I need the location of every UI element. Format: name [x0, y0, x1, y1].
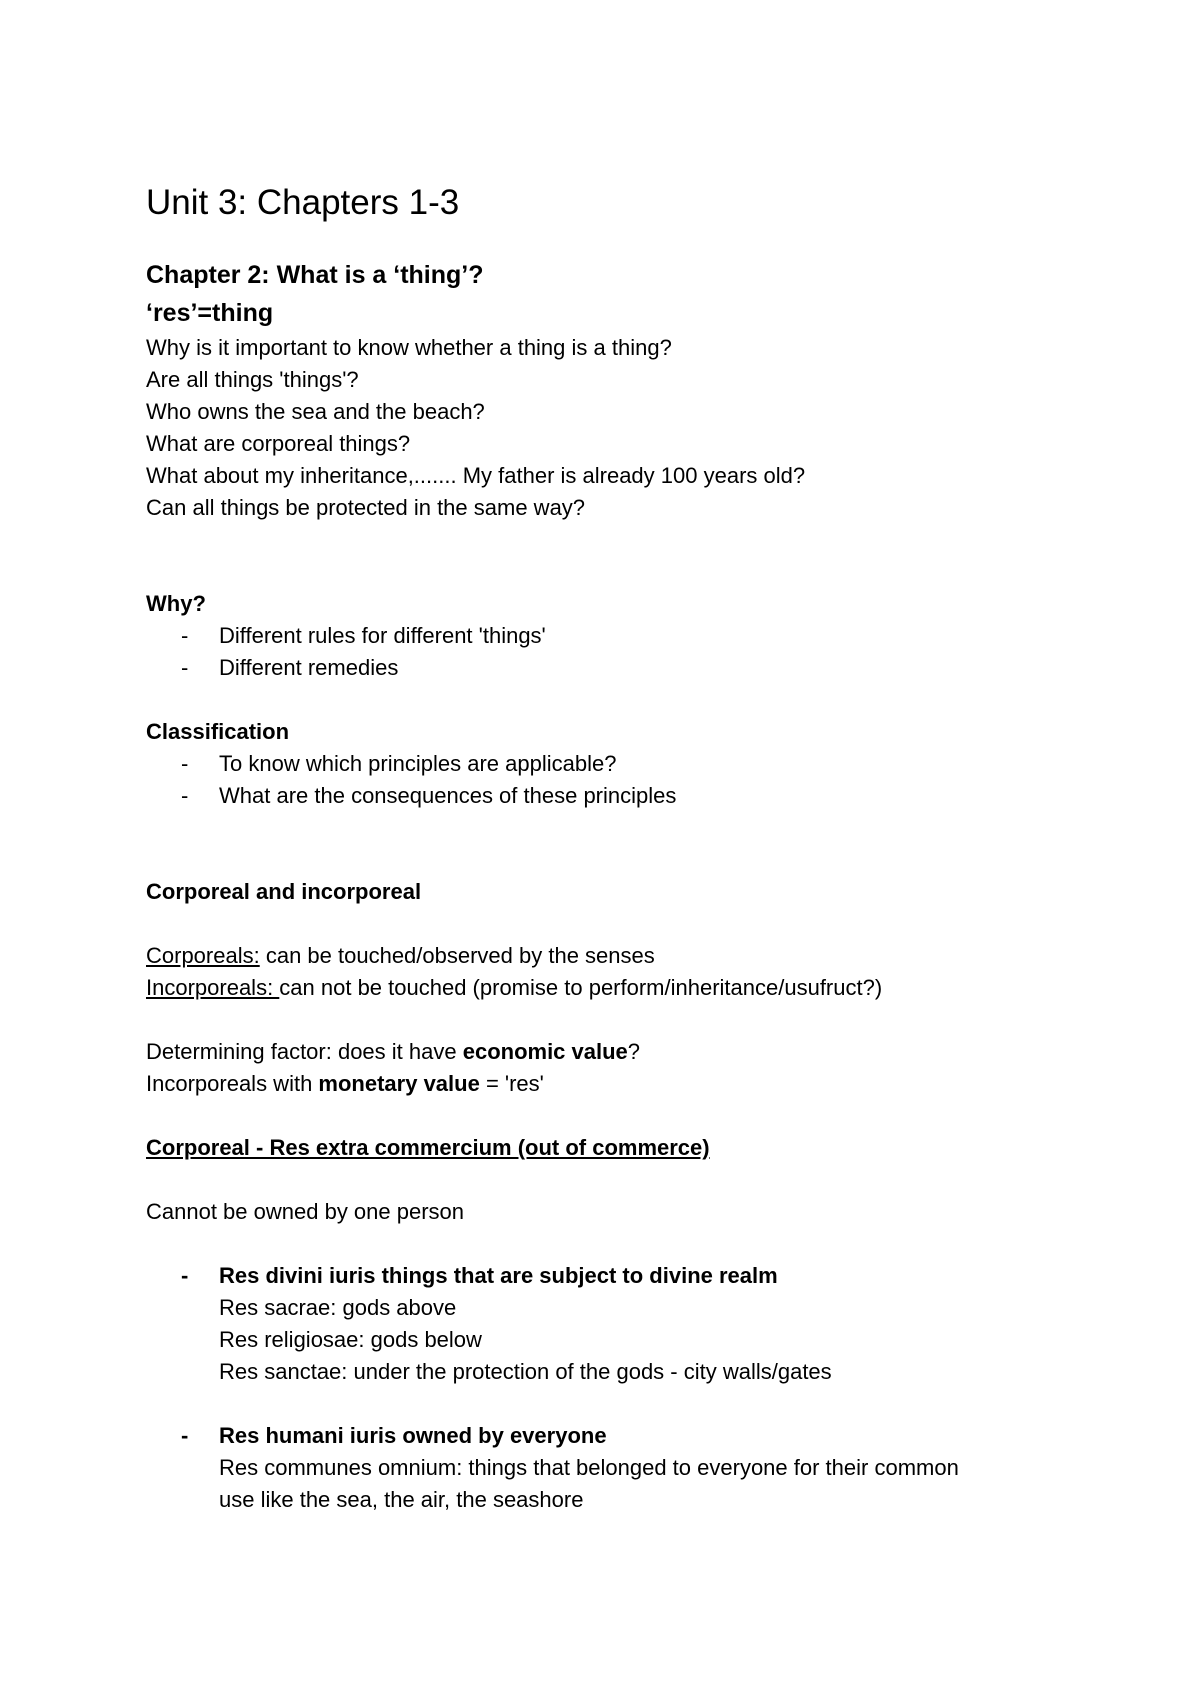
bullet-dash: - — [181, 751, 189, 776]
spacer — [146, 1228, 1086, 1260]
monetary-value-line — [146, 1068, 1086, 1100]
res-heading: ‘res’=thing — [146, 299, 274, 327]
spacer — [146, 1388, 1086, 1420]
question-line: What are corporeal things? — [146, 431, 411, 456]
incorporeals-label: Incorporeals: — [146, 975, 280, 1000]
humani-iuris-heading: Res humani iuris owned by everyone — [219, 1423, 607, 1448]
corporeals-definition — [146, 940, 1086, 972]
divini-iuris-item — [146, 1260, 1086, 1292]
question-line: Can all things be protected in the same way? — [146, 495, 586, 520]
corporeal-heading: Corporeal and incorporeal — [146, 879, 422, 904]
bullet-dash: - — [181, 655, 189, 680]
divini-line: Res religiosae: gods below — [219, 1327, 482, 1352]
list-item — [146, 620, 1086, 652]
monetary-bold: monetary value — [318, 1071, 480, 1096]
list-item — [146, 748, 1086, 780]
monetary-suffix: = 'res' — [479, 1071, 544, 1096]
spacer — [146, 556, 1086, 588]
spacer — [146, 1100, 1086, 1132]
spacer — [146, 812, 1086, 844]
list-item-text: Different rules for different 'things' — [219, 623, 546, 648]
corporeals-text: can be touched/observed by the senses — [259, 943, 655, 968]
spacer — [146, 524, 1086, 556]
list-item-text: What are the consequences of these principles — [219, 783, 677, 808]
question-line: Are all things 'things'? — [146, 367, 359, 392]
factor-prefix: Determining factor: does it have — [146, 1039, 463, 1064]
factor-bold: economic value — [462, 1039, 628, 1064]
extra-commercium-intro: Cannot be owned by one person — [146, 1199, 465, 1224]
document-content — [146, 180, 1086, 1516]
classification-heading: Classification — [146, 719, 290, 744]
divini-line: Res sanctae: under the protection of the gods - city walls/gates — [219, 1359, 832, 1384]
chapter-heading: Chapter 2: What is a ‘thing’? — [146, 261, 484, 289]
extra-commercium-heading: Corporeal - Res extra commercium (out of commerce) — [146, 1135, 710, 1160]
list-item-text: To know which principles are applicable? — [219, 751, 617, 776]
bullet-dash: - — [181, 1423, 189, 1448]
bullet-dash: - — [181, 783, 189, 808]
determining-factor — [146, 1036, 1086, 1068]
question-line: Why is it important to know whether a thing is a thing? — [146, 335, 672, 360]
spacer — [146, 908, 1086, 940]
why-heading: Why? — [146, 591, 206, 616]
document-title: Unit 3: Chapters 1-3 — [146, 183, 460, 222]
humani-line: use like the sea, the air, the seashore — [219, 1487, 584, 1512]
list-item — [146, 780, 1086, 812]
divini-line: Res sacrae: gods above — [219, 1295, 457, 1320]
humani-iuris-item — [146, 1420, 1086, 1452]
corporeals-label: Corporeals: — [146, 943, 260, 968]
list-item-text: Different remedies — [219, 655, 399, 680]
factor-suffix: ? — [627, 1039, 641, 1064]
spacer — [146, 1164, 1086, 1196]
incorporeals-text: can not be touched (promise to perform/inheritance/usufruct?) — [279, 975, 883, 1000]
humani-line: Res communes omnium: things that belonged to everyone for their common — [219, 1455, 959, 1480]
spacer — [146, 844, 1086, 876]
divini-iuris-heading: Res divini iuris things that are subject to divine realm — [219, 1263, 778, 1288]
bullet-dash: - — [181, 1263, 189, 1288]
spacer — [146, 1004, 1086, 1036]
question-line: What about my inheritance,....... My father is already 100 years old? — [146, 463, 806, 488]
incorporeals-definition — [146, 972, 1086, 1004]
bullet-dash: - — [181, 623, 189, 648]
spacer — [146, 684, 1086, 716]
list-item — [146, 652, 1086, 684]
question-line: Who owns the sea and the beach? — [146, 399, 485, 424]
monetary-prefix: Incorporeals with — [146, 1071, 319, 1096]
